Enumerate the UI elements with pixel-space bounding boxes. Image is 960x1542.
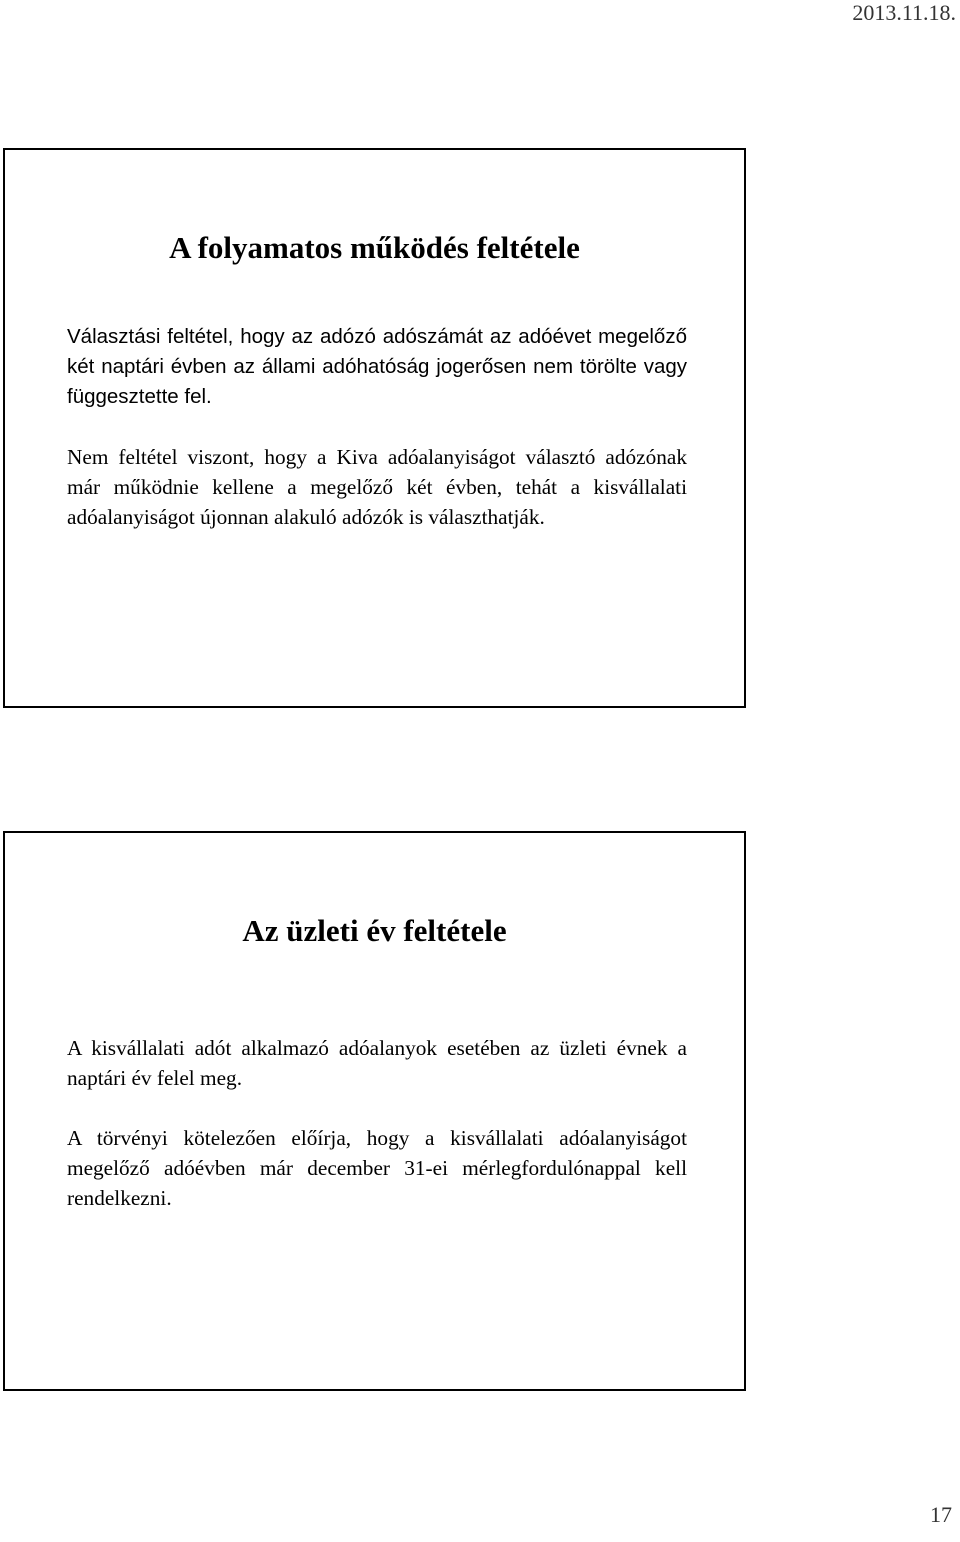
slide-body [67,322,687,562]
slide-paragraph: A törvényi kötelezően előírja, hogy a kisvállalati adóalanyiságot megelőző adóévben már december 31-ei mérlegfordulónappal kell rendelkezni. [67,1126,687,1210]
slide-paragraph: Nem feltétel viszont, hogy a Kiva adóalanyiságot választó adózónak már működnie kellene a megelőző két évben, tehát a kisvállalati adóalanyiságot újonnan alakuló adózók is választhatják. [67,445,687,529]
slide-title: Az üzleti év feltétele [242,913,507,948]
slide-paragraph: A kisvállalati adót alkalmazó adóalanyok esetében az üzleti évnek a naptári év felel meg. [67,1036,687,1090]
slide-paragraph: Választási feltétel, hogy az adózó adószámát az adóévet megelőző két naptári évben az állami adóhatóság jogerősen nem törölte vagy függesztette fel. [67,325,687,408]
slide-continuous-operation [3,148,746,708]
slide-body [67,1033,687,1243]
slide-business-year [3,831,746,1391]
page-number: 17 [930,1502,952,1527]
page-date: 2013.11.18. [852,0,956,25]
slide-title: A folyamatos működés feltétele [169,230,580,265]
